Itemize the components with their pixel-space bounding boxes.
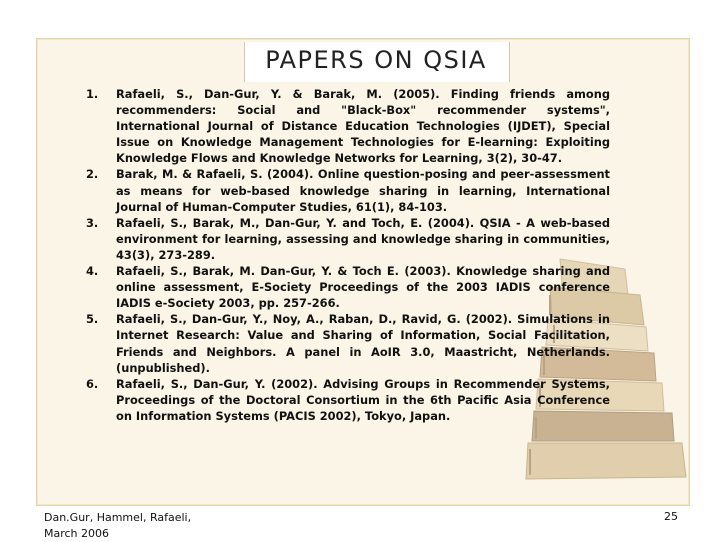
list-item-text: Rafaeli, S., Dan-Gur, Y. (2002). Advising Groups in Recommender Systems, Proceedings of the Doctoral Consortium in the 6th Pacific Asia Conference on Information Systems (PACIS 2002), Tokyo, Japan. xyxy=(116,376,610,423)
page-number: 25 xyxy=(664,510,678,523)
list-item xyxy=(86,86,610,166)
list-item-text: Rafaeli, S., Dan-Gur, Y., Noy, A., Raban, D., Ravid, G. (2002). Simulations in Internet Research: Value and Sharing of Information, Social Facilitation, Friends and Neighbors. A panel in AoIR 3.0, Maastricht, Netherlands.(unpublished). xyxy=(116,312,610,375)
list-item-number: 2. xyxy=(86,167,99,182)
list-item-number: 4. xyxy=(86,264,99,279)
list-item xyxy=(86,263,610,311)
list-item-number: 6. xyxy=(86,376,99,391)
list-item xyxy=(86,376,610,424)
list-item xyxy=(86,166,610,214)
list-item-number: 1. xyxy=(86,87,99,101)
footer-date: March 2006 xyxy=(44,527,110,540)
list-item-number: 3. xyxy=(86,215,99,230)
reference-list xyxy=(86,86,610,424)
list-item-text: Barak, M. & Rafaeli, S. (2004). Online question-posing and peer-assessment as means for web-based knowledge sharing in learning, International Journal of Human-Computer Studies, 61(1), 84-103. xyxy=(116,167,610,214)
page-title: PAPERS ON QSIA xyxy=(265,46,487,74)
list-item-text: Rafaeli, S., Barak, M. Dan-Gur, Y. & Toch E. (2003). Knowledge sharing and online assessment, E-Society Proceedings of the 2003 IADIS conference IADIS e-Society 2003, pp. 257-266. xyxy=(116,264,610,311)
list-item-text: Rafaeli, S., Barak, M., Dan-Gur, Y. and Toch, E. (2004). QSIA - A web-based environment for learning, assessing and knowledge sharing in communities, 43(3), 273-289. xyxy=(116,215,610,262)
footer-authors xyxy=(44,510,191,542)
list-item xyxy=(86,311,610,375)
footer-authors-names: Dan.Gur, Hammel, Rafaeli, xyxy=(44,511,192,524)
list-item-number: 5. xyxy=(86,312,99,327)
list-item xyxy=(86,215,610,263)
list-item-text: Rafaeli, S., Dan-Gur, Y. & Barak, M. (2005). Finding friends among recommenders: Social and "Black-Box" recommender systems", International Journal of Distance Education Technologies (IJDET), Special Issue on Knowledge Management Technologies for E-learning: Exploiting Knowledge Flows and Knowledge Networks for Learning, 3(2), 30-47. xyxy=(116,87,610,166)
